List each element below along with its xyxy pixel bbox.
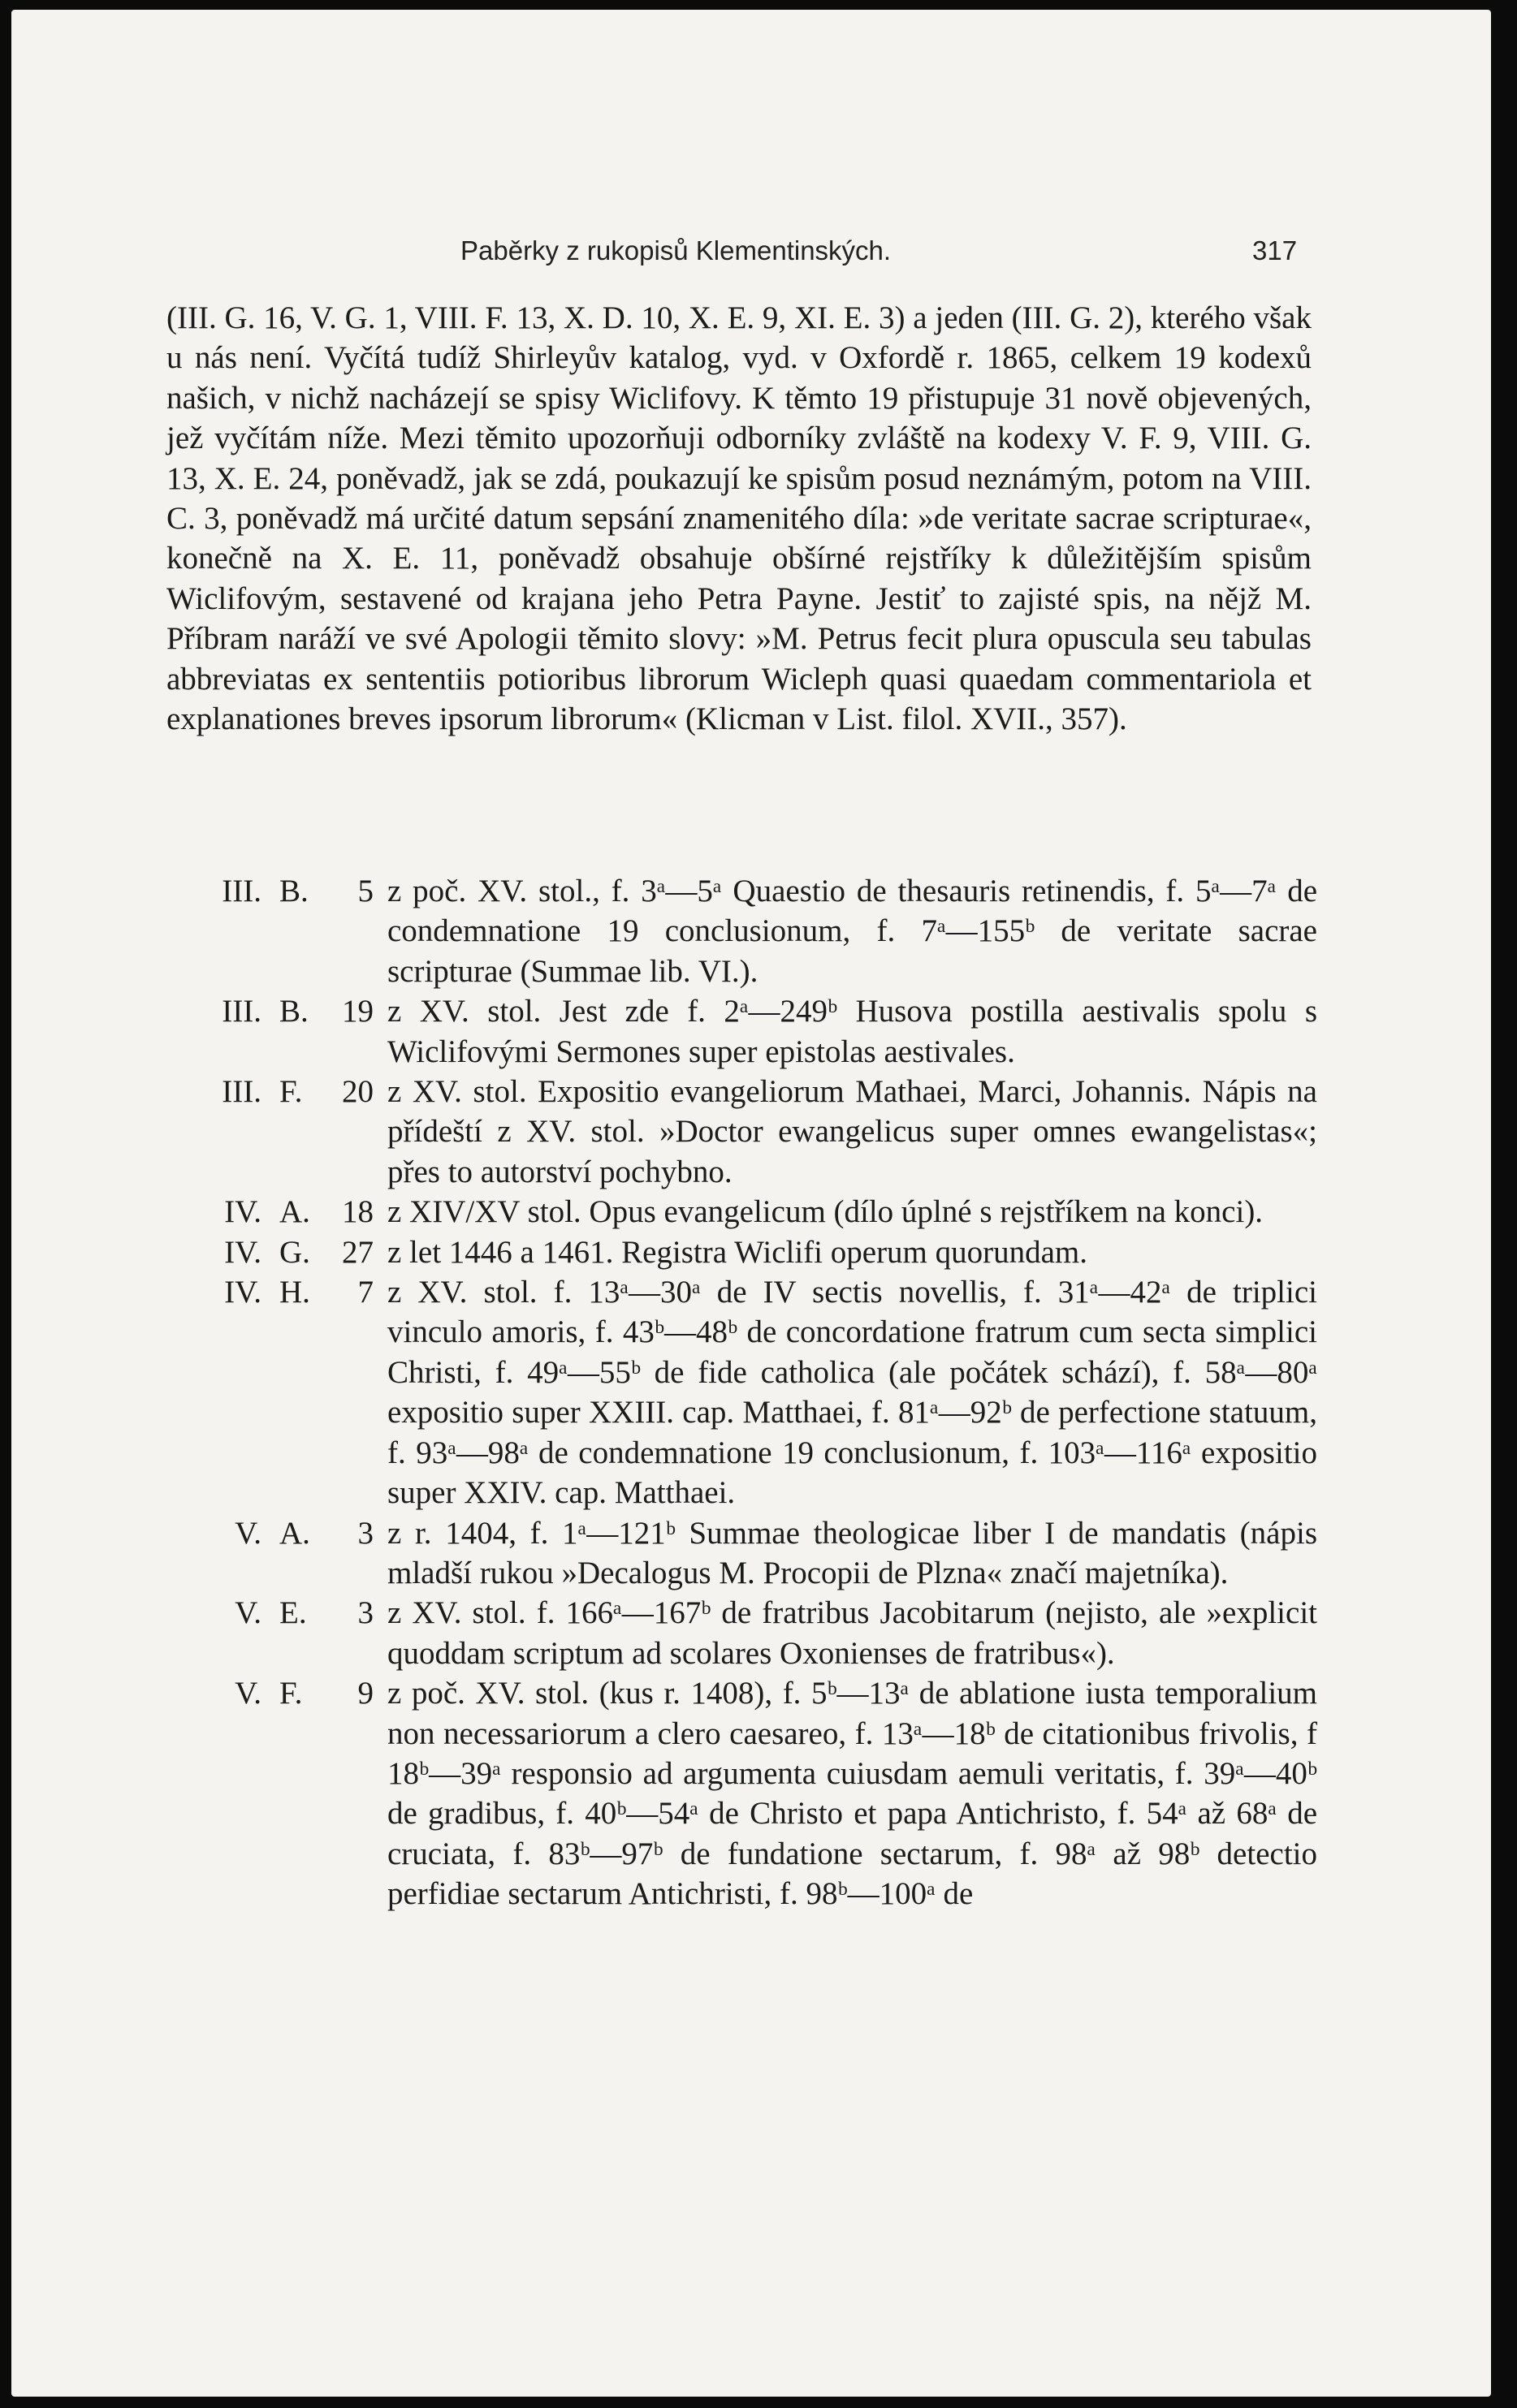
shelfmark-letter: F. — [279, 1676, 303, 1711]
shelfmark-number: 9 — [357, 1676, 374, 1711]
entry-description: z XV. stol. Expositio evangeliorum Mathaei, Marci, Johannis. Nápis na přídeští z XV. stol. »Doctor ewangelicus super omnes ewangelistas«; přes to autorství pochybno. — [387, 1074, 1317, 1189]
shelfmark-letter: H. — [279, 1275, 310, 1310]
running-title: Paběrky z rukopisů Klementinských. — [460, 235, 892, 265]
shelfmark-number: 5 — [357, 874, 374, 908]
shelfmark — [172, 1673, 376, 1914]
shelfmark-number: 20 — [342, 1074, 374, 1110]
shelfmark-number: 19 — [342, 994, 374, 1029]
shelfmark — [172, 1593, 376, 1673]
shelfmark-letter: A. — [279, 1515, 310, 1551]
entry-description: z let 1446 a 1461. Registra Wiclifi operum quorundam. — [387, 1234, 1088, 1270]
entry-description: z r. 1404, f. 1ᵃ—121ᵇ Summae theologicae liber I de mandatis (nápis mladší rukou »Decalogus M. Procopii de Plzna« značí majetníka). — [387, 1515, 1317, 1590]
manuscript-entry — [172, 871, 1317, 991]
shelfmark-group: IV. — [224, 1234, 261, 1270]
entry-description: z XV. stol. f. 166ᵃ—167ᵇ de fratribus Jacobitarum (nejisto, ale »explicit quoddam scriptum ad scolares Oxonienses de fratribus«). — [387, 1595, 1317, 1671]
manuscript-entry — [172, 1232, 1317, 1272]
shelfmark-group: III. — [222, 994, 261, 1029]
shelfmark-letter: F. — [279, 1074, 303, 1110]
manuscript-entry — [172, 991, 1317, 1072]
book-page — [11, 10, 1491, 2397]
shelfmark-letter: B. — [279, 994, 309, 1029]
shelfmark — [172, 991, 376, 1072]
shelfmark-number: 3 — [357, 1515, 374, 1551]
shelfmark — [172, 1272, 376, 1513]
shelfmark-number: 7 — [357, 1275, 374, 1310]
running-head — [11, 235, 1491, 276]
shelfmark-group: IV. — [224, 1275, 261, 1310]
intro-paragraph: (III. G. 16, V. G. 1, VIII. F. 13, X. D. 10, X. E. 9, XI. E. 3) a jeden (III. G. 2), kterého však u nás není. Vyčítá tudíž Shirleyův katalog, vyd. v Oxfordě r. 1865, celkem 19 kodexů našich, v nichž nacházejí se spisy Wiclifovy. K těmto 19 přistupuje 31 nově objevených, jež vyčítám níže. Mezi těmito upozorňuji odborníky zvláště na kodexy V. F. 9, VIII. G. 13, X. E. 24, poněvadž, jak se zdá, poukazují ke spisům posud neznámým, potom na VIII. C. 3, poněvadž má určité datum sepsání znamenitého díla: »de veritate sacrae scripturae«, konečně na X. E. 11, poněvadž obsahuje obšírné rejstříky k důležitějším spisům Wiclifovým, sestavené od krajana jeho Petra Payne. Jestiť to zajisté spis, na nějž M. Příbram naráží ve své Apologii těmito slovy: »M. Petrus fecit plura opuscula seu tabulas abbreviatas ex sententiis potioribus librorum Wicleph quasi quaedam commentariola et explanationes breves ipsorum librorum« (Klicman v List. filol. XVII., 357). — [166, 300, 1312, 737]
manuscript-entry — [172, 1513, 1317, 1594]
manuscript-entry — [172, 1272, 1317, 1513]
entry-description: z poč. XV. stol., f. 3ᵃ—5ᵃ Quaestio de thesauris retinendis, f. 5ᵃ—7ᵃ de condemnatione 19 conclusionum, f. 7ᵃ—155ᵇ de veritate sacrae scripturae (Summae lib. VI.). — [387, 874, 1317, 989]
shelfmark-number: 18 — [342, 1194, 374, 1230]
shelfmark-group: V. — [235, 1515, 261, 1551]
shelfmark-number: 3 — [357, 1595, 374, 1631]
manuscript-entry — [172, 1593, 1317, 1673]
shelfmark-group: III. — [222, 1074, 261, 1110]
shelfmark-letter: B. — [279, 874, 309, 908]
entry-description: z XV. stol. Jest zde f. 2ᵃ—249ᵇ Husova postilla aestivalis spolu s Wiclifovými Sermones super epistolas aestivales. — [387, 994, 1317, 1069]
shelfmark — [172, 1232, 376, 1272]
shelfmark — [172, 871, 376, 991]
manuscript-list — [172, 871, 1317, 1914]
shelfmark-letter: G. — [279, 1234, 310, 1270]
entry-description: z XV. stol. f. 13ᵃ—30ᵃ de IV sectis novellis, f. 31ᵃ—42ᵃ de triplici vinculo amoris, f. 43ᵇ—48ᵇ de concordatione fratrum cum secta simplici Christi, f. 49ᵃ—55ᵇ de fide catholica (ale počátek schází), f. 58ᵃ—80ᵃ expositio super XXIII. cap. Matthaei, f. 81ᵃ—92ᵇ de perfectione statuum, f. 93ᵃ—98ᵃ de condemnatione 19 conclusionum, f. 103ᵃ—116ᵃ expositio super XXIV. cap. Matthaei. — [387, 1275, 1317, 1511]
shelfmark — [172, 1072, 376, 1192]
shelfmark-group: IV. — [224, 1194, 261, 1230]
page-number: 317 — [1252, 235, 1298, 265]
shelfmark-letter: A. — [279, 1194, 310, 1230]
entry-description: z poč. XV. stol. (kus r. 1408), f. 5ᵇ—13ᵃ de ablatione iusta temporalium non necessariorum a clero caesareo, f. 13ᵃ—18ᵇ de citationibus frivolis, f 18ᵇ—39ᵃ responsio ad argumenta cuiusdam aemuli veritatis, f. 39ᵃ—40ᵇ de gradibus, f. 40ᵇ—54ᵃ de Christo et papa Antichristo, f. 54ᵃ až 68ᵃ de cruciata, f. 83ᵇ—97ᵇ de fundatione sectarum, f. 98ᵃ až 98ᵇ detectio perfidiae sectarum Antichristi, f. 98ᵇ—100ᵃ de — [387, 1676, 1317, 1912]
shelfmark-group: V. — [235, 1676, 261, 1711]
manuscript-entry — [172, 1673, 1317, 1914]
manuscript-entry — [172, 1192, 1317, 1232]
entry-description: z XIV/XV stol. Opus evangelicum (dílo úplné s rejstříkem na konci). — [387, 1194, 1264, 1230]
shelfmark — [172, 1513, 376, 1594]
shelfmark-number: 27 — [342, 1234, 374, 1270]
shelfmark-group: V. — [235, 1595, 261, 1631]
shelfmark — [172, 1192, 376, 1232]
manuscript-entry — [172, 1072, 1317, 1192]
shelfmark-letter: E. — [279, 1595, 307, 1631]
shelfmark-group: III. — [222, 874, 261, 908]
